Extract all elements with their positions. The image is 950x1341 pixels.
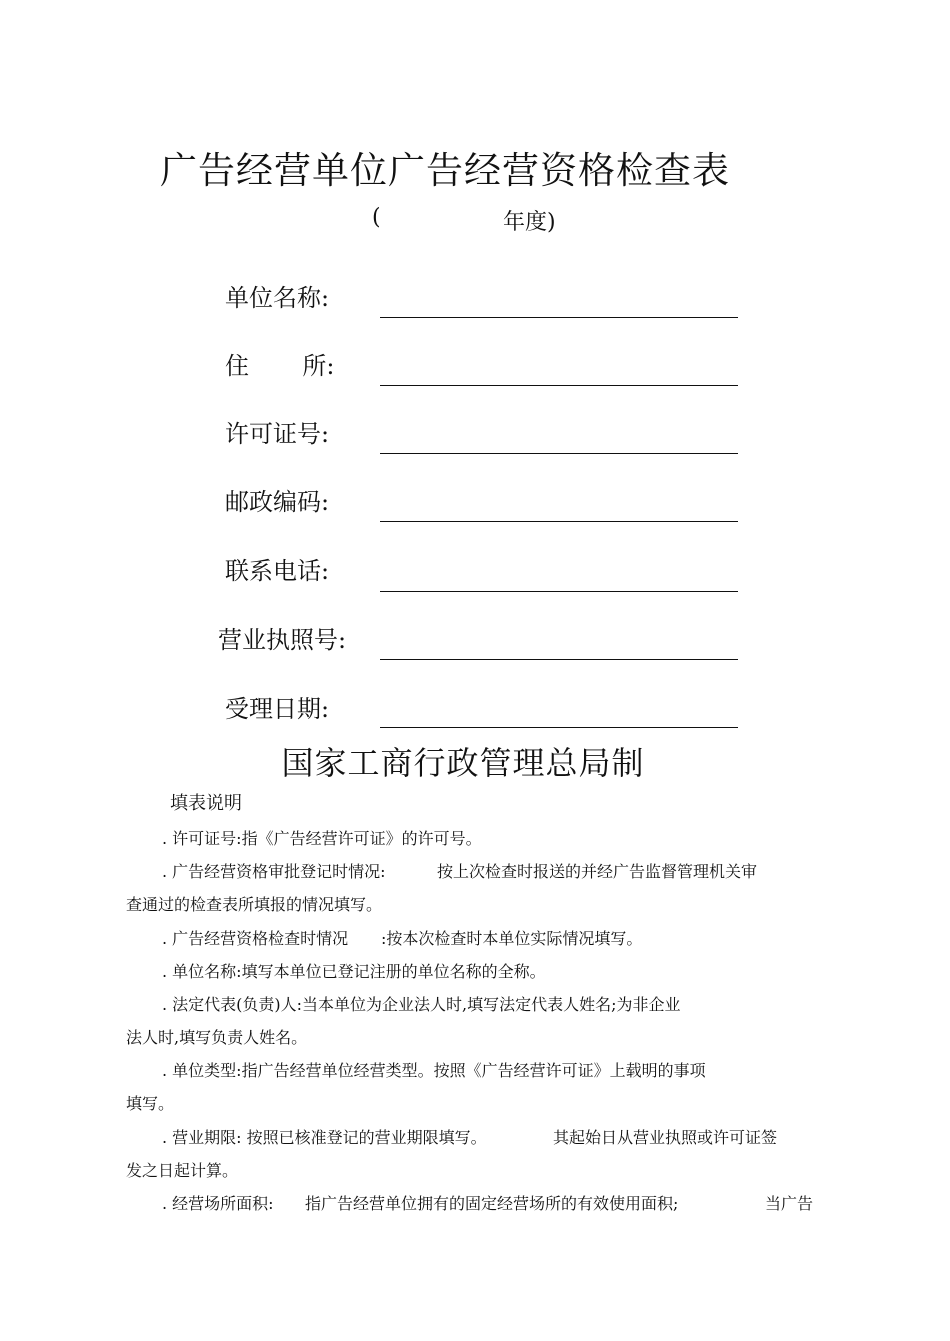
year-open-paren: ( [372,205,381,230]
issuer: 国家工商行政管理总局制 [281,744,645,782]
field-line-unit-name[interactable] [380,317,738,318]
note-item-continued: 查通过的检查表所填报的情况填写。 [126,895,383,914]
field-line-address[interactable] [380,385,738,386]
note-item-continued: 填写。 [126,1094,175,1113]
field-label-postal-code: 邮政编码: [225,488,330,516]
note-item: . 许可证号:指《广告经营许可证》的许可号。 [162,829,482,848]
note-item-continued: 按上次检查时报送的并经广告监督管理机关审 [437,862,758,881]
note-item: . 单位类型:指广告经营单位经营类型。按照《广告经营许可证》上载明的事项 [162,1061,706,1080]
field-label-acceptance-date: 受理日期: [225,695,330,723]
field-label-license-number: 许可证号: [225,420,330,448]
field-line-phone[interactable] [380,591,738,592]
note-item: . 广告经营资格审批登记时情况: [162,862,386,881]
note-item: . 法定代表(负责)人:当本单位为企业法人时,填写法定代表人姓名;为非企业 [162,995,681,1014]
field-label-address: 住 所: [225,352,335,380]
note-item-continued: 指广告经营单位拥有的固定经营场所的有效使用面积; [305,1194,679,1213]
document-title: 广告经营单位广告经营资格检查表 [160,149,730,192]
field-label-unit-name: 单位名称: [225,284,330,312]
note-item-continued: 法人时,填写负责人姓名。 [126,1028,308,1047]
note-item-continued: 当广告 [765,1194,814,1213]
note-item: . 经营场所面积: [162,1194,274,1213]
field-line-acceptance-date[interactable] [380,727,738,728]
notes-title: 填表说明 [170,793,242,814]
field-line-license-number[interactable] [380,453,738,454]
field-line-postal-code[interactable] [380,521,738,522]
field-label-business-license: 营业执照号: [218,626,347,654]
note-item-continued: 其起始日从营业执照或许可证签 [553,1128,778,1147]
field-label-phone: 联系电话: [225,557,330,585]
year-label: 年度) [503,210,556,235]
note-item: . 广告经营资格检查时情况 [162,929,349,948]
note-item-continued: :按本次检查时本单位实际情况填写。 [381,929,643,948]
note-item: . 营业期限: 按照已核准登记的营业期限填写。 [162,1128,487,1147]
note-item: . 单位名称:填写本单位已登记注册的单位名称的全称。 [162,962,546,981]
field-line-business-license[interactable] [380,659,738,660]
note-item-continued: 发之日起计算。 [126,1161,239,1180]
